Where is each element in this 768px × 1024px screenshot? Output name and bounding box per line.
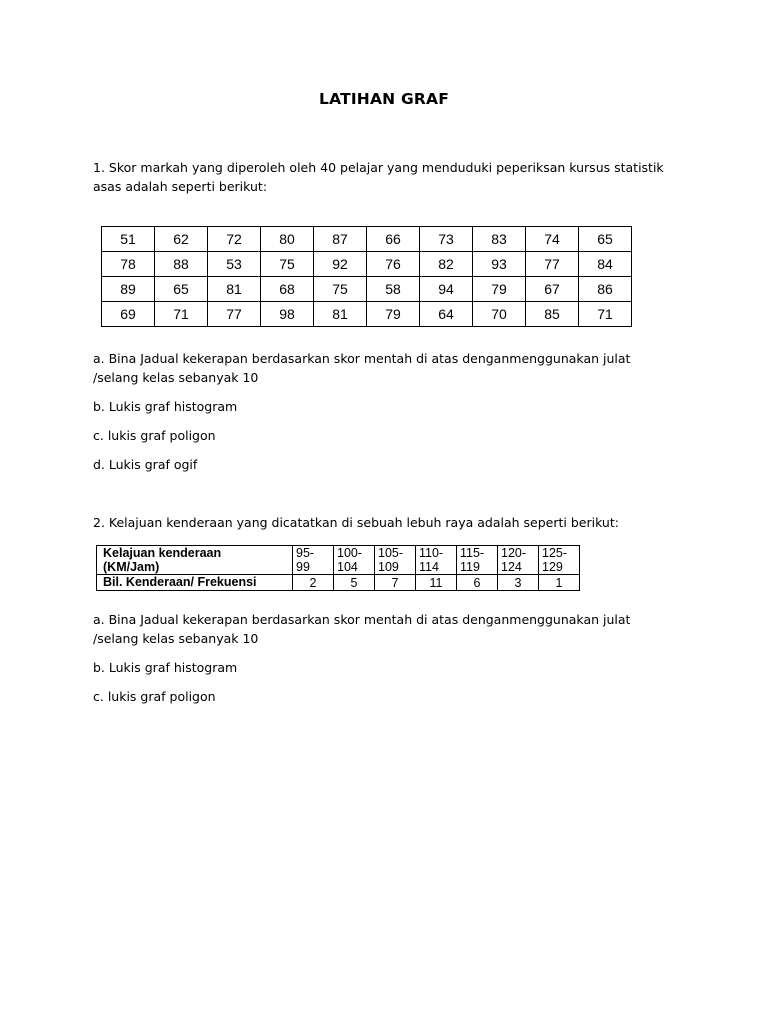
score-cell: 65 [155, 277, 208, 302]
q1-task-a-line1: a. Bina Jadual kekerapan berdasarkan skor mentah di atas denganmenggunakan julat [93, 351, 631, 366]
score-cell: 79 [473, 277, 526, 302]
score-cell: 88 [155, 252, 208, 277]
score-cell: 66 [367, 227, 420, 252]
speed-class-bottom: 104 [337, 560, 358, 574]
score-cell: 70 [473, 302, 526, 327]
q1-task-d: d. Lukis graf ogif [93, 457, 198, 472]
speed-class-cell [416, 546, 457, 575]
score-cell: 89 [102, 277, 155, 302]
score-cell: 72 [208, 227, 261, 252]
score-cell: 67 [526, 277, 579, 302]
speed-class-cell [457, 546, 498, 575]
frequency-cell: 2 [293, 575, 334, 591]
speed-class-cell [293, 546, 334, 575]
q1-task-b: b. Lukis graf histogram [93, 399, 238, 414]
score-cell: 83 [473, 227, 526, 252]
speed-header-line1: Kelajuan kenderaan [103, 546, 222, 560]
q2-task-c: c. lukis graf poligon [93, 689, 216, 704]
score-cell: 71 [579, 302, 632, 327]
score-cell: 62 [155, 227, 208, 252]
frequency-cell: 6 [457, 575, 498, 591]
speed-header-line2: (KM/Jam) [103, 560, 160, 574]
score-cell: 86 [579, 277, 632, 302]
speed-class-bottom: 119 [460, 560, 480, 574]
q2-task-a-line1: a. Bina Jadual kekerapan berdasarkan skor mentah di atas denganmenggunakan julat [93, 612, 631, 627]
frequency-cell: 7 [375, 575, 416, 591]
speed-class-cell [498, 546, 539, 575]
score-cell: 81 [208, 277, 261, 302]
speed-class-bottom: 124 [501, 560, 522, 574]
speed-class-top: 115- [460, 546, 485, 560]
score-cell: 58 [367, 277, 420, 302]
q2-task-a-line2: /selang kelas sebanyak 10 [93, 631, 259, 646]
speed-class-top: 100- [337, 546, 363, 560]
frequency-cell: 3 [498, 575, 539, 591]
score-cell: 93 [473, 252, 526, 277]
score-cell: 87 [314, 227, 367, 252]
speed-class-top: 105- [378, 546, 404, 560]
score-cell: 71 [155, 302, 208, 327]
speed-class-bottom: 114 [419, 560, 439, 574]
q1-intro-line2: asas adalah seperti berikut: [93, 179, 268, 194]
speed-class-top: 120- [501, 546, 527, 560]
score-cell: 75 [314, 277, 367, 302]
q2-task-b: b. Lukis graf histogram [93, 660, 238, 675]
speed-class-cell [539, 546, 580, 575]
q1-scores-table [101, 226, 632, 327]
speed-class-top: 110- [419, 546, 444, 560]
score-cell: 53 [208, 252, 261, 277]
scores-row [102, 252, 632, 277]
frequency-header-cell: Bil. Kenderaan/ Frekuensi [97, 575, 293, 591]
score-cell: 74 [526, 227, 579, 252]
score-cell: 77 [208, 302, 261, 327]
scores-row [102, 227, 632, 252]
speed-class-bottom: 129 [542, 560, 563, 574]
score-cell: 65 [579, 227, 632, 252]
speed-class-bottom: 109 [378, 560, 399, 574]
speed-class-top: 125- [542, 546, 568, 560]
speed-class-cell [375, 546, 416, 575]
score-cell: 51 [102, 227, 155, 252]
q1-task-c: c. lukis graf poligon [93, 428, 216, 443]
score-cell: 92 [314, 252, 367, 277]
frequency-cell: 11 [416, 575, 457, 591]
speed-class-top: 95- [296, 546, 315, 560]
frequency-cell: 1 [539, 575, 580, 591]
q2-intro: 2. Kelajuan kenderaan yang dicatatkan di sebuah lebuh raya adalah seperti berikut: [93, 515, 619, 530]
score-cell: 64 [420, 302, 473, 327]
q2-speed-table [96, 545, 580, 591]
score-cell: 82 [420, 252, 473, 277]
q1-intro [93, 158, 675, 177]
score-cell: 75 [261, 252, 314, 277]
speed-class-cell [334, 546, 375, 575]
score-cell: 98 [261, 302, 314, 327]
score-cell: 80 [261, 227, 314, 252]
q1-intro-line1: 1. Skor markah yang diperoleh oleh 40 pelajar yang menduduki peperiksan kursus statistik [93, 160, 664, 175]
speed-class-bottom: 99 [296, 560, 310, 574]
score-cell: 76 [367, 252, 420, 277]
score-cell: 85 [526, 302, 579, 327]
score-cell: 73 [420, 227, 473, 252]
page-title: LATIHAN GRAF [319, 90, 449, 108]
score-cell: 79 [367, 302, 420, 327]
score-cell: 78 [102, 252, 155, 277]
q1-task-a-line2: /selang kelas sebanyak 10 [93, 370, 259, 385]
scores-row [102, 277, 632, 302]
score-cell: 84 [579, 252, 632, 277]
scores-row [102, 302, 632, 327]
score-cell: 77 [526, 252, 579, 277]
score-cell: 81 [314, 302, 367, 327]
frequency-cell: 5 [334, 575, 375, 591]
score-cell: 69 [102, 302, 155, 327]
score-cell: 94 [420, 277, 473, 302]
speed-header-cell [97, 546, 293, 575]
score-cell: 68 [261, 277, 314, 302]
